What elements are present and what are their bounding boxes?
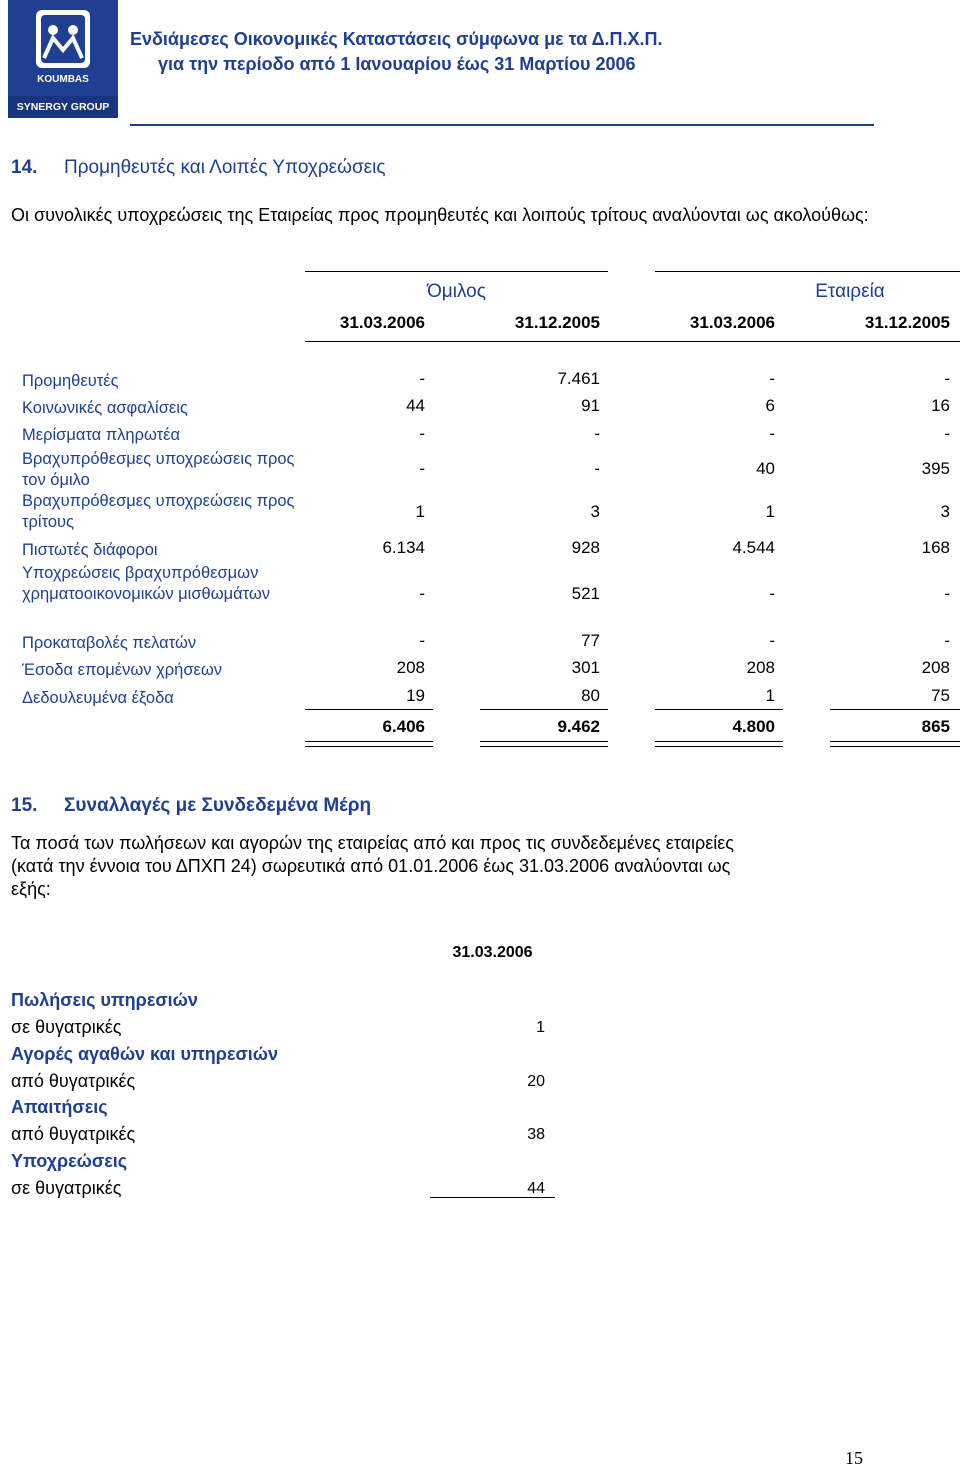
table-cell: 1 bbox=[765, 502, 775, 521]
related-party-value: 38 bbox=[527, 1126, 545, 1143]
table-cell: - bbox=[419, 631, 425, 650]
sum-rule bbox=[480, 709, 608, 710]
table-cell: - bbox=[944, 631, 950, 650]
table-cell: - bbox=[419, 369, 425, 388]
row-label: Προμηθευτές bbox=[22, 372, 119, 390]
table-cell: 4.544 bbox=[732, 538, 775, 557]
table-cell: - bbox=[419, 584, 425, 603]
group-rule-omilos bbox=[305, 271, 608, 272]
related-party-label: από θυγατρικές bbox=[11, 1124, 136, 1144]
table-cell: 6.134 bbox=[382, 538, 425, 557]
table-cell: 44 bbox=[406, 396, 425, 415]
related-party-heading: Απαιτήσεις bbox=[11, 1097, 108, 1117]
sum-rule bbox=[830, 709, 960, 710]
table-cell: - bbox=[594, 424, 600, 443]
table-cell: 521 bbox=[571, 584, 600, 603]
total-cell: 865 bbox=[921, 717, 950, 736]
table-cell: - bbox=[944, 424, 950, 443]
section-15-intro-line3: εξής: bbox=[11, 879, 51, 899]
table-cell: - bbox=[419, 424, 425, 443]
table-cell: 80 bbox=[581, 686, 600, 705]
row-label: Προκαταβολές πελατών bbox=[22, 634, 197, 652]
section-15-intro-line2: (κατά την έννοια του ΔΠΧΠ 24) σωρευτικά από 01.01.2006 έως 31.03.2006 αναλύονται ως bbox=[11, 856, 731, 876]
header-title-line2: για την περίοδο από 1 Ιανουαρίου έως 31 Μαρτίου 2006 bbox=[158, 54, 636, 74]
table-cell: 301 bbox=[571, 658, 600, 677]
related-party-rule bbox=[430, 1197, 555, 1198]
row-label: Βραχυπρόθεσμες υποχρεώσεις προς τον όμιλο bbox=[22, 450, 295, 489]
table-cell: 77 bbox=[581, 631, 600, 650]
column-header: 31.03.2006 bbox=[339, 313, 425, 332]
table-cell: 3 bbox=[590, 502, 600, 521]
row-label: Υποχρεώσεις βραχυπρόθεσμων χρηματοοικονομικών μισθωμάτων bbox=[22, 564, 271, 603]
section-14-intro: Οι συνολικές υποχρεώσεις της Εταιρείας προς προμηθευτές και λοιπούς τρίτους αναλύονται ως ακολούθως: bbox=[11, 205, 869, 225]
row-label: Κοινωνικές ασφαλίσεις bbox=[22, 399, 188, 417]
company-logo bbox=[8, 0, 118, 118]
total-cell: 6.406 bbox=[382, 717, 425, 736]
total-double-rule bbox=[830, 741, 960, 747]
related-party-heading: Αγορές αγαθών και υπηρεσιών bbox=[11, 1044, 279, 1064]
related-party-value: 1 bbox=[536, 1019, 545, 1036]
row-label: Πιστωτές διάφοροι bbox=[22, 541, 158, 559]
total-cell: 4.800 bbox=[732, 717, 775, 736]
column-header: 31.12.2005 bbox=[864, 313, 950, 332]
header-title-line1: Ενδιάμεσες Οικονομικές Καταστάσεις σύμφωνα με τα Δ.Π.Χ.Π. bbox=[130, 29, 663, 49]
row-label: Δεδουλευμένα έξοδα bbox=[22, 689, 174, 707]
page-number: 15 bbox=[845, 1448, 863, 1468]
group-label-omilos: Όμιλος bbox=[427, 281, 486, 302]
section-14-number: 14. bbox=[11, 157, 38, 178]
table-cell: 7.461 bbox=[557, 369, 600, 388]
section-15-number: 15. bbox=[11, 795, 38, 816]
section-15-heading: Συναλλαγές με Συνδεδεμένα Μέρη bbox=[64, 795, 372, 816]
table-cell: 208 bbox=[746, 658, 775, 677]
group-label-etaireia: Εταιρεία bbox=[815, 281, 885, 302]
table-cell: 3 bbox=[940, 502, 950, 521]
table-cell: - bbox=[944, 369, 950, 388]
header-underline bbox=[305, 341, 960, 342]
table-cell: 16 bbox=[931, 396, 950, 415]
table-cell: - bbox=[769, 424, 775, 443]
table-cell: 75 bbox=[931, 686, 950, 705]
section-14-heading: Προμηθευτές και Λοιπές Υποχρεώσεις bbox=[64, 157, 386, 178]
related-party-value: 44 bbox=[527, 1180, 545, 1197]
related-party-label: σε θυγατρικές bbox=[11, 1178, 122, 1198]
logo-text-bottom: SYNERGY GROUP bbox=[16, 101, 110, 113]
row-label: Έσοδα επομένων χρήσεων bbox=[22, 661, 223, 679]
table-cell: - bbox=[944, 584, 950, 603]
related-party-label: από θυγατρικές bbox=[11, 1071, 136, 1091]
related-party-heading: Πωλήσεις υπηρεσιών bbox=[11, 990, 198, 1010]
related-party-heading: Υποχρεώσεις bbox=[11, 1151, 128, 1171]
section-15-title bbox=[11, 795, 371, 817]
column-header: 31.12.2005 bbox=[514, 313, 600, 332]
sum-rule bbox=[655, 709, 783, 710]
table-cell: 395 bbox=[921, 459, 950, 478]
section-15-intro-line1: Τα ποσά των πωλήσεων και αγορών της εταιρείας από και προς τις συνδεδεμένες εταιρείες bbox=[11, 833, 734, 853]
total-cell: 9.462 bbox=[557, 717, 600, 736]
row-label: Βραχυπρόθεσμες υποχρεώσεις προς τρίτους bbox=[22, 492, 295, 531]
table-cell: 1 bbox=[415, 502, 425, 521]
table-cell: - bbox=[419, 459, 425, 478]
row-label: Μερίσματα πληρωτέα bbox=[22, 426, 181, 444]
table-cell: 1 bbox=[765, 686, 775, 705]
table-cell: 208 bbox=[921, 658, 950, 677]
table-cell: 19 bbox=[406, 686, 425, 705]
column-header: 31.03.2006 bbox=[689, 313, 775, 332]
section-14-title bbox=[11, 157, 386, 179]
related-party-value: 20 bbox=[527, 1073, 545, 1090]
table-cell: - bbox=[594, 459, 600, 478]
table-cell: 40 bbox=[756, 459, 775, 478]
group-rule-etaireia bbox=[655, 271, 960, 272]
total-double-rule bbox=[305, 741, 433, 747]
related-party-label: σε θυγατρικές bbox=[11, 1017, 122, 1037]
sum-rule bbox=[305, 709, 433, 710]
table-cell: 168 bbox=[921, 538, 950, 557]
table-cell: 6 bbox=[765, 396, 775, 415]
table-cell: - bbox=[769, 369, 775, 388]
header-divider bbox=[130, 124, 874, 126]
table-cell: 91 bbox=[581, 396, 600, 415]
logo-text-top: KOUMBAS bbox=[37, 74, 89, 85]
related-party-column-header: 31.03.2006 bbox=[452, 944, 533, 961]
total-double-rule bbox=[480, 741, 608, 747]
table-cell: - bbox=[769, 584, 775, 603]
table-cell: - bbox=[769, 631, 775, 650]
table-cell: 928 bbox=[571, 538, 600, 557]
table-cell: 208 bbox=[396, 658, 425, 677]
total-double-rule bbox=[655, 741, 783, 747]
